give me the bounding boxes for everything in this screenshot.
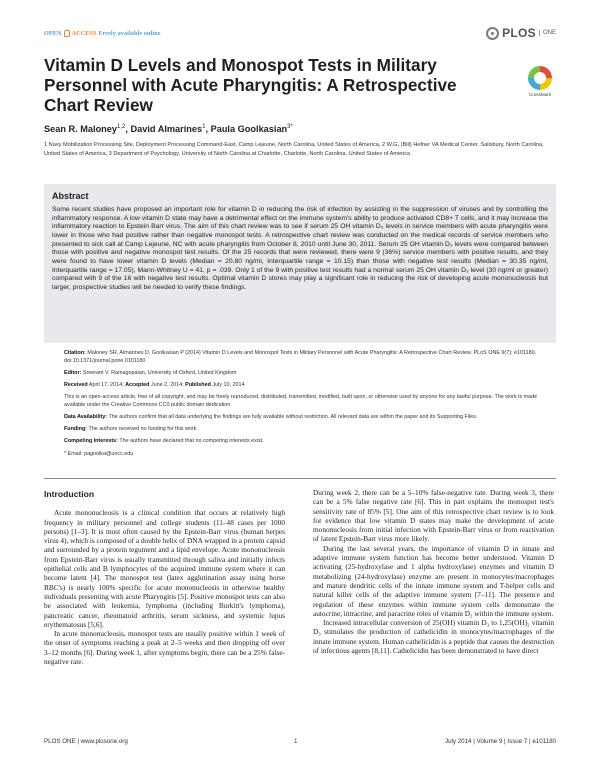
body-paragraph: Increased intracellular conversion of 25(OH) vitamin D₃ to 1,25(OH)₂ vitamin D₃ stimulates the production of cathelicidin in monocytes/macrophages of the innate immune system. Human cathelicidin is a peptide that causes the destruction of infectious agents [8,11]. Cathelicidin has been demonstrated to have direct xyxy=(313,618,554,656)
plos-logo-sub: ONE xyxy=(539,30,556,36)
author-affiliation-mark: 3* xyxy=(287,124,293,130)
introduction-heading: Introduction xyxy=(44,489,95,499)
corresponding-email[interactable]: * Email: pagoolka@uncc.edu xyxy=(64,450,134,457)
open-access-banner xyxy=(44,30,161,37)
body-paragraph: Acute mononucleosis is a clinical condition that occurs at relatively high frequency in military personnel and college students (11–48 cases per 1000 persons) [1–3]. It is most often caused by the Epstein-Barr virus (human herpes virus 4), which is composed of a double helix of DNA wrapped in a protein capsid and surrounded by a protein tegument and a lipid envelope. Acute mononucleosis from Epstein-Barr virus is usually transmitted through saliva and initially infects epithelial cells and B lymphocytes of the acquired immune system where it can become latent [4]. The monospot test (latex agglutination assay using horse RBC's) is nearly 100% specific for acute mononucleosis in otherwise healthy individuals presenting with acute Pharyngitis [5]. Positive monospot tests can also be associated with leukemia, lymphoma (including Burkitt's lymphoma), pancreatic cancer, rheumatoid arthritis, serum sickness, and systemic lupus erythematosus [5,6]. xyxy=(44,508,285,629)
author-name[interactable]: David Almarines xyxy=(130,124,203,135)
body-paragraph: During the last several years, the importance of vitamin D in innate and adaptive immune system function has become better understood. Vitamin D activating (25-hydroxylase and 1 alpha hydroxylase) enzymes and vitamin D metabolizing (24-hydroxylase) enzyme are present in monocytes/macrophages and mature dendritic cells of the innate immune system and T-helper cells and natural killer cells of the adaptive immune system [7–11]. The presence and regulation of these enzymes within immune system cells demonstrate the autocrine, intracrine, and paracrine roles of vitamin D₃ within the immune system. xyxy=(313,543,554,618)
received-label: Received xyxy=(64,381,88,388)
author-list: Sean R. Maloney$^{1,2}$, David Almarines$^1$, Paula Goolkasian$^{3*}$ xyxy=(44,124,293,135)
crossmark-icon xyxy=(528,66,552,90)
section-divider xyxy=(44,478,556,479)
dates xyxy=(64,382,556,390)
abstract-heading: Abstract xyxy=(52,191,89,201)
funding-text: The authors received no funding for this work. xyxy=(88,426,198,433)
funding-label: Funding: xyxy=(64,426,88,433)
crossmark-button[interactable] xyxy=(524,66,556,97)
data-availability-label: Data Availability: xyxy=(64,413,108,420)
competing-interests xyxy=(64,438,556,446)
author-affiliation-mark: 1,2 xyxy=(117,124,126,130)
page-footer xyxy=(44,738,556,748)
published-date: July 10, 2014 xyxy=(212,381,245,388)
accepted-date: June 2, 2014; xyxy=(150,381,184,388)
editor-text: Sreeram V. Ramagopalan, University of Oxford, United Kingdom xyxy=(82,369,237,376)
footer-journal[interactable]: PLOS ONE | www.plosone.org xyxy=(44,738,128,745)
competing-interests-label: Competing Interests: xyxy=(64,438,118,445)
article-title: Vitamin D Levels and Monospot Tests in Military Personnel with Acute Pharyngitis: A Retrospective Chart Review xyxy=(44,55,457,115)
competing-interests-text: The authors have declared that no competing interests exist. xyxy=(119,438,264,445)
body-paragraph: In acute mononucleosis, monospot tests are usually positive within 1 week of the onset of symptoms reaching a peak at 2–5 weeks and then dropping off over 3–12 months [6]. During week 1, after symptoms begin, there can be a 25% false-negative rate. xyxy=(44,629,285,667)
author-affiliation-mark: 1 xyxy=(202,124,206,130)
abstract-box xyxy=(44,184,556,343)
open-access-tagline: Freely available online xyxy=(98,30,161,37)
published-label: Published xyxy=(185,381,211,388)
open-access-lock-icon xyxy=(64,30,70,37)
body-column-right xyxy=(313,488,554,655)
editor-label: Editor: xyxy=(64,369,82,376)
plos-logo-icon xyxy=(486,27,499,40)
open-access-brand: OPEN xyxy=(44,30,62,37)
author-name[interactable]: Sean R. Maloney xyxy=(44,124,118,135)
body-paragraph: During week 2, there can be a 5–10% false-negative rate. During week 3, there can be a 5% false negative rate [6]. This in part explains the monospot test's sensitivity rate of 85% [5]. One aim of this retrospective chart review is to look for evidence that low vitamin D states may make the development of acute mononucleosis from initial infection with Epstein-Barr virus or from reactivation of latent Epstein-Barr virus more likely. xyxy=(313,488,554,544)
editor xyxy=(64,370,556,378)
page-header xyxy=(44,26,556,44)
author-name[interactable]: Paula Goolkasian xyxy=(210,124,288,135)
data-availability xyxy=(64,414,556,422)
received-date: April 17, 2014; xyxy=(88,381,124,388)
abstract-text: Some recent studies have proposed an important role for vitamin D in reducing the risk of infection by assisting in the suppression of viruses and by controlling the inflammatory response. A low vitamin D state may have a detrimental effect on the immune system's ability to produce activated CD8+ T cells, and it may increase the inflammatory reaction to Epstein Barr virus. The aim of this chart review was to see if serum 25 OH vitamin D₃ levels in service members with acute pharyngitis were lower in those who had positive rather than negative monospot tests. A retrospective chart review was conducted on the medical records of service members who presented to sick call at Camp Lejeune, NC with acute pharyngitis from October 8, 2010 until June 30, 2011. Serum 25 OH vitamin D₃ levels were compared between those with positive and negative monospot test results. Of the 25 records that were reviewed, there were 9 (36%) service members with positive results, and they were found to have lower vitamin D levels (Median = 20.80 ng/ml, Interquartile range = 10.15) than those with negative test results (Median = 30.35 ng/ml, Interquartile range = 17.05), Mann-Whitney U = 41, p = .039. Only 1 of the 9 with positive test results had a normal serum 25 OH vitamin D₃ level (30 ng/ml or greater) compared with 9 of the 16 with negative test results. Optimal vitamin D stores may play a significant role in reducing the risk of developing acute mononucleosis but larger, prospective studies will be needed to verify these findings. xyxy=(52,206,548,291)
license: This is an open-access article, free of all copyright, and may be freely reproduced, distributed, transmitted, modified, built upon, or otherwise used by anyone for any lawful purpose. The work is made available under the Creative Commons CC0 public domain dedication. xyxy=(64,394,538,408)
citation-text: Maloney SR, Almarines D, Goolkasian P (2014) Vitamin D Levels and Monospot Tests in Military Personnel with Acute Pharyngitis: A Retrospective Chart Review. PLoS ONE 9(7): e101180. doi:10.1371/journal.pone.0101180 xyxy=(64,350,537,364)
plos-logo-text: PLOS xyxy=(502,26,536,40)
article-metadata xyxy=(64,350,556,463)
citation xyxy=(64,350,556,365)
accepted-label: Accepted xyxy=(125,381,150,388)
funding xyxy=(64,426,556,434)
body-column-left xyxy=(44,490,285,666)
page-number: 1 xyxy=(294,738,298,745)
plos-one-logo[interactable] xyxy=(486,26,556,40)
footer-issue: July 2014 | Volume 9 | Issue 7 | e101180 xyxy=(445,738,556,745)
affiliations: 1 Navy Mobilization Processing Site, Deployment Processing Command-East, Camp Lejeune, North Carolina, United States of America, 2 W.G. (Bill) Hefner VA Medical Center, Salisbury, North Carolina, United States of America, 3 Department of Psychology, University of North Carolina at Charlotte, Charlotte, North Carolina, United States of America xyxy=(44,142,544,157)
crossmark-label: CrossMark xyxy=(528,92,552,97)
data-availability-text: The authors confirm that all data underlying the findings are fully available without restriction. All relevant data are within the paper and its Supporting Files. xyxy=(108,413,478,420)
open-access-word: ACCESS xyxy=(71,30,97,37)
citation-label: Citation: xyxy=(64,350,86,356)
